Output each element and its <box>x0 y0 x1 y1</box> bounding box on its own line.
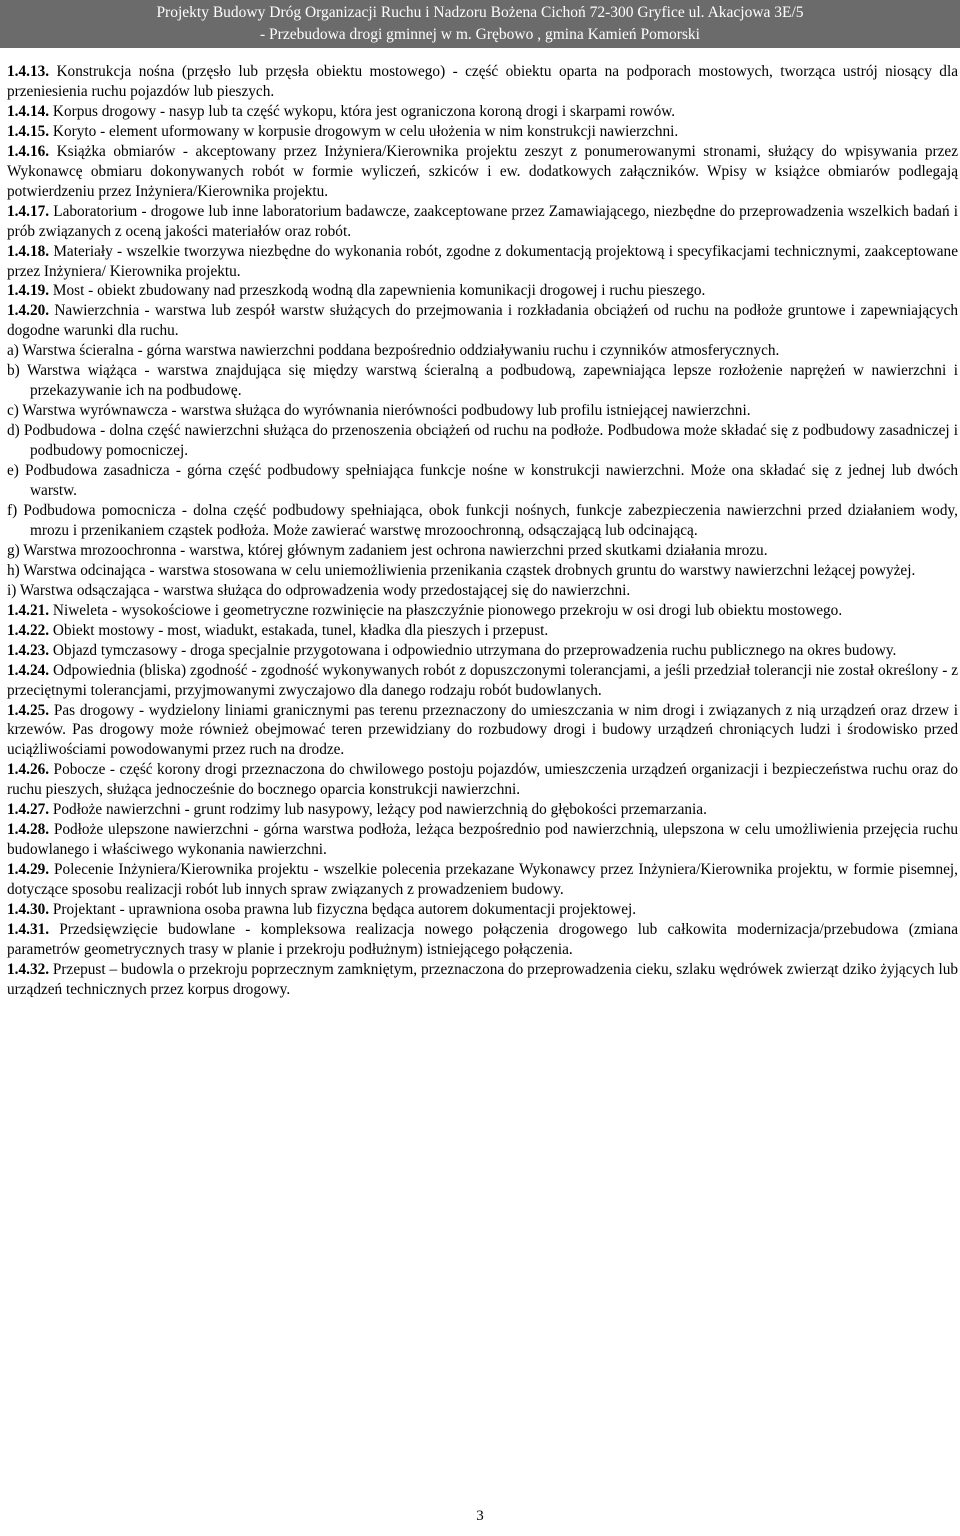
definition-1-4-18: 1.4.18. Materiały - wszelkie tworzywa niezbędne do wykonania robót, zgodne z dokumentacją projektową i specyfikacjami technicznymi, zaakceptowane przez Inżyniera/ Kierownika projektu. <box>7 242 958 280</box>
definition-1-4-29: 1.4.29. Polecenie Inżyniera/Kierownika projektu - wszelkie polecenia przekazane Wykonawcy przez Inżyniera/Kierownika projektu, w formie pisemnej, dotyczące sposobu realizacji robót lub innych spraw związanych z prowadzeniem budowy. <box>7 861 958 899</box>
document-body <box>7 62 958 1000</box>
page-number: 3 <box>476 1508 484 1524</box>
definition-1-4-20: 1.4.20. Nawierzchnia - warstwa lub zespół warstw służących do przejmowania i rozkładania obciążeń od ruchu na podłoże gruntowe i zapewniających dogodne warunki dla ruchu. <box>7 302 958 340</box>
header-line-1: Projekty Budowy Dróg Organizacji Ruchu i Nadzoru Bożena Cichoń 72-300 Gryfice ul. Akacjowa 3E/5 <box>156 4 804 21</box>
sub-item-i: i) Warstwa odsączająca - warstwa służąca do odprowadzenia wody przedostającej się do nawierzchni. <box>7 581 631 599</box>
definition-1-4-31: 1.4.31. Przedsięwzięcie budowlane - kompleksowa realizacja nowego połączenia drogowego lub całkowita modernizacja/przebudowa (zmiana parametrów geometrycznych trasy w planie i przekroju podłużnym) istniejącego połączenia. <box>7 920 958 958</box>
definition-1-4-23: 1.4.23. Objazd tymczasowy - droga specjalnie przygotowana i odpowiednio utrzymana do przeprowadzenia ruchu publicznego na okres budowy. <box>7 641 897 659</box>
sub-item-h: h) Warstwa odcinająca - warstwa stosowana w celu uniemożliwienia przenikania cząstek drobnych gruntu do warstwy nawierzchni leżącej powyżej. <box>7 561 916 579</box>
definition-1-4-32: 1.4.32. Przepust – budowla o przekroju poprzecznym zamkniętym, przeznaczona do przeprowadzenia cieku, szlaku wędrówek zwierząt dziko żyjących lub urządzeń technicznych przez korpus drogowy. <box>7 960 958 998</box>
definition-1-4-26: 1.4.26. Pobocze - część korony drogi przeznaczona do chwilowego postoju pojazdów, umieszczenia urządzeń organizacji i bezpieczeństwa ruchu oraz do ruchu pieszych, służąca jednocześnie do bocznego oparcia konstrukcji nawierzchni. <box>7 761 958 799</box>
definition-1-4-19: 1.4.19. Most - obiekt zbudowany nad przeszkodą wodną dla zapewnienia komunikacji drogowej i ruchu pieszego. <box>7 282 706 300</box>
definition-1-4-28: 1.4.28. Podłoże ulepszone nawierzchni - górna warstwa podłoża, leżąca bezpośrednio pod nawierzchnią, ulepszona w celu umożliwienia przejęcia ruchu budowlanego i właściwego wykonania nawierzchni. <box>7 821 958 859</box>
definition-1-4-27: 1.4.27. Podłoże nawierzchni - grunt rodzimy lub nasypowy, leżący pod nawierzchnią do głębokości przemarzania. <box>7 801 707 819</box>
page-header <box>0 0 960 48</box>
definition-1-4-17: 1.4.17. Laboratorium - drogowe lub inne laboratorium badawcze, zaakceptowane przez Zamawiającego, niezbędne do przeprowadzenia wszelkich badań i prób związanych z oceną jakości materiałów oraz robót. <box>7 202 958 240</box>
definition-1-4-25: 1.4.25. Pas drogowy - wydzielony liniami granicznymi pas terenu przeznaczony do umieszczania w nim drogi i związanych z nią urządzeń oraz drzew i krzewów. Pas drogowy może również obejmować teren przewidziany do rozbudowy drogi i budowy urządzeń chroniących ludzi i środowisko przed uciążliwościami powodowanymi przez ruch na drodze. <box>7 701 958 759</box>
definition-1-4-14: 1.4.14. Korpus drogowy - nasyp lub ta część wykopu, która jest ograniczona koroną drogi i skarpami rowów. <box>7 102 676 120</box>
definition-1-4-13: 1.4.13. Konstrukcja nośna (przęsło lub przęsła obiektu mostowego) - część obiektu oparta na podporach mostowych, tworząca ustrój niosący dla przeniesienia ruchu pojazdów lub pieszych. <box>7 63 958 100</box>
definition-1-4-15: 1.4.15. Koryto - element uformowany w korpusie drogowym w celu ułożenia w nim konstrukcji nawierzchni. <box>7 122 679 140</box>
sub-item-e: e) Podbudowa zasadnicza - górna część podbudowy spełniająca funkcje nośne w konstrukcji nawierzchni. Może ona składać się z jednej lub dwóch warstw. <box>7 462 958 500</box>
sub-item-a: a) Warstwa ścieralna - górna warstwa nawierzchni poddana bezpośrednio oddziaływaniu ruchu i czynników atmosferycznych. <box>7 342 780 360</box>
definition-1-4-24: 1.4.24. Odpowiednia (bliska) zgodność - zgodność wykonywanych robót z dopuszczonymi tolerancjami, a jeśli przedział tolerancji nie został określony - z przeciętnymi tolerancjami, przyjmowanymi zwyczajowo dla danego rodzaju robót budowlanych. <box>7 661 958 699</box>
sub-item-c: c) Warstwa wyrównawcza - warstwa służąca do wyrównania nierówności podbudowy lub profilu istniejącej nawierzchni. <box>7 402 751 420</box>
definition-1-4-16: 1.4.16. Książka obmiarów - akceptowany przez Inżyniera/Kierownika projektu zeszyt z ponumerowanymi stronami, służący do wpisywania przez Wykonawcę obmiaru dokonywanych robót w formie wyliczeń, szkiców i ew. dodatkowych załączników. Wpisy w książce obmiarów podlegają potwierdzeniu przez Inżyniera/Kierownika projektu. <box>7 142 958 200</box>
sub-item-b: b) Warstwa wiążąca - warstwa znajdująca się między warstwą ścieralną a podbudową, zapewniająca lepsze rozłożenie naprężeń w nawierzchni i przekazywanie ich na podbudowę. <box>7 362 958 400</box>
definition-1-4-21: 1.4.21. Niweleta - wysokościowe i geometryczne rozwinięcie na płaszczyźnie pionowego przekroju w osi drogi lub obiektu mostowego. <box>7 601 843 619</box>
sub-item-g: g) Warstwa mrozoochronna - warstwa, której głównym zadaniem jest ochrona nawierzchni przed skutkami działania mrozu. <box>7 541 768 559</box>
definition-1-4-30: 1.4.30. Projektant - uprawniona osoba prawna lub fizyczna będąca autorem dokumentacji projektowej. <box>7 901 637 919</box>
sub-item-d: d) Podbudowa - dolna część nawierzchni służąca do przenoszenia obciążeń od ruchu na podłoże. Podbudowa może składać się z podbudowy zasadniczej i podbudowy pomocniczej. <box>7 422 958 460</box>
sub-item-f: f) Podbudowa pomocnicza - dolna część podbudowy spełniająca, obok funkcji nośnych, funkcje zabezpieczenia nawierzchni przed działaniem wody, mrozu i przenikaniem cząstek podłoża. Może zawierać warstwę mrozoochronną, odsączającą lub odcinającą. <box>7 501 958 539</box>
header-line-2: - Przebudowa drogi gminnej w m. Grębowo , gmina Kamień Pomorski <box>260 26 700 43</box>
definition-1-4-22: 1.4.22. Obiekt mostowy - most, wiadukt, estakada, tunel, kładka dla pieszych i przepust. <box>7 621 549 639</box>
